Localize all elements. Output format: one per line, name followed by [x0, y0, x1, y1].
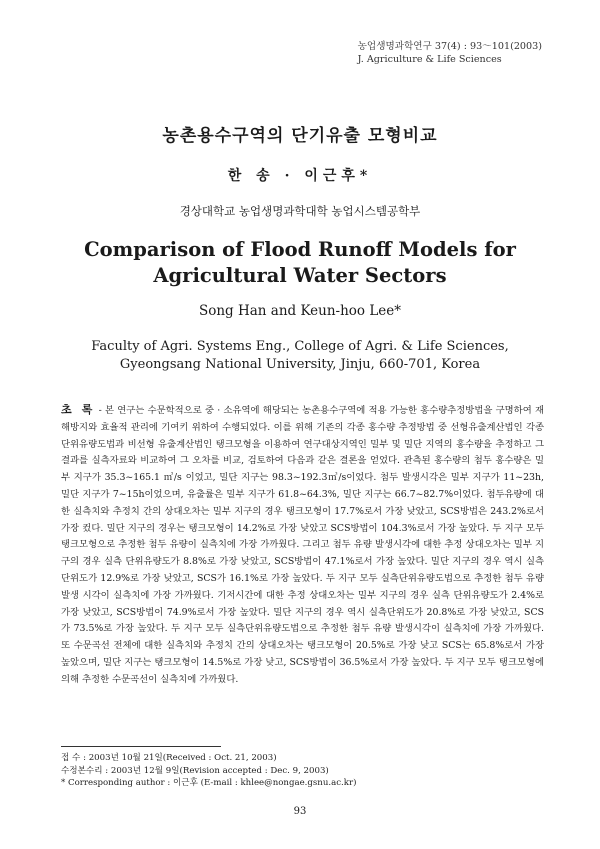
affiliation-english-line1: Faculty of Agri. Systems Eng., College of Agri. & Life Sciences, [91, 339, 509, 354]
affiliation-english [0, 338, 600, 374]
footnote-revised: 수정본수리 : 2003년 12월 9일(Revision accepted : Dec. 9, 2003) [61, 765, 329, 776]
footnotes [61, 752, 544, 790]
abstract-label: 초 록 [61, 403, 96, 416]
footnote-received: 접 수 : 2003년 10월 21일(Received : Oct. 21, 2003) [61, 753, 277, 763]
footnote-divider [61, 746, 221, 747]
affiliation-korean: 경상대학교 농업생명과학대학 농업시스템공학부 [179, 204, 421, 218]
title-english-line1: Comparison of Flood Runoff Models for [84, 238, 516, 261]
affiliation-english-line2: Gyeongsang National University, Jinju, 660-701, Korea [119, 357, 481, 372]
title-english-line2: Agricultural Water Sectors [153, 264, 447, 287]
title-korean: 농촌용수구역의 단기유출 모형비교 [162, 126, 438, 146]
title-english [0, 237, 600, 289]
page-number: 93 [293, 806, 307, 817]
journal-citation-korean: 농업생명과학연구 37(4) : 93～101(2003) [357, 41, 542, 52]
authors-english: Song Han and Keun-hoo Lee* [198, 303, 402, 319]
authors-korean: 한 송 · 이근후* [227, 168, 373, 184]
abstract [61, 402, 544, 689]
journal-citation-english: J. Agriculture & Life Sciences [357, 54, 502, 65]
footnote-corresponding-author: * Corresponding author : 이근후 (E-mail : khlee@nongae.gsnu.ac.kr) [61, 778, 357, 788]
journal-citation [358, 40, 542, 66]
abstract-text: - 본 연구는 수문학적으로 중 · 소유역에 해당되는 농촌용수구역에 적용 가능한 홍수량추정방법을 구명하여 재해방지와 효율적 관리에 기여키 위하여 수행되었다. 이를 위해 기존의 각종 홍수량 추정방법 중 선형유출계산법인 각종 단위유량도법과 비선형 유출계산법인 탱크모형을 이용하여 연구대상지역인 밀부 및 밀단 지역의 홍수량을 추정하고 그 결과를 실측자료와 비교하여 그 오차를 비교, 검토하여 다음과 같은 결론을 얻었다. 관측된 홍수량의 첨두 홍수량은 밀부 지구가 35.3~165.1 ㎥/s 이었고, 밀단 지구는 98.3~192.3㎥/s이었다. 첨두 발생시각은 밀부 지구가 11~23h, 밀단 지구가 7~15h이었으며, 유출률은 밀부 지구가 61.8~64.3%, 밀단 지구는 66.7~82.7%이었다. 첨두유량에 대한 실측치와 추정치 간의 상대오차는 밀부 지구의 경우 탱크모형이 17.7%로서 가장 낮았고, SCS방법은 243.2%로서 가장 컸다. 밀단 지구의 경우는 탱크모형이 14.2%로 가장 낮았고 SCS방법이 104.3%로서 가장 높았다. 두 지구 모두 탱크모형으로 추정한 첨두 유량이 실측치에 가장 가까웠다. 그리고 첨두 유량 발생시각에 대한 추정 상대오차는 밀부 지구의 경우 실측 단위유량도가 8.8%로 가장 낮았고, SCS방법이 47.1%로서 가장 높았다. 밀단 지구의 경우 역시 실측단위도가 12.9%로 가장 낮았고, SCS가 16.1%로 가장 높았다. 두 지구 모두 실측단위유량도법으로 추정한 첨두 유량발생 시각이 실측치에 가장 가까웠다. 기저시간에 대한 추정 상대오차는 밀부 지구의 경우 실측 단위유량도가 2.4%로 가장 낮았고, SCS방법이 74.9%로서 가장 높았다. 밀단 지구의 경우 역시 실측단위도가 20.8%로 가장 낮았고, SCS가 73.5%로 가장 높았다. 두 지구 모두 실측단위유량도법으로 추정한 첨두 유량 발생시각이 실측치에 가장 가까웠다. 또 수문곡선 전체에 대한 실측치와 추정치 간의 상대오차는 탱크모형이 20.5%로 가장 낮고 SCS는 65.8%로서 가장 높았으며, 밀단 지구는 탱크모형이 14.5%로 가장 낮고, SCS방법이 36.5%로서 가장 높았다. 두 지구 모두 탱크모형에 의해 추정한 수문곡선이 실측치에 가까웠다. [61, 405, 544, 685]
